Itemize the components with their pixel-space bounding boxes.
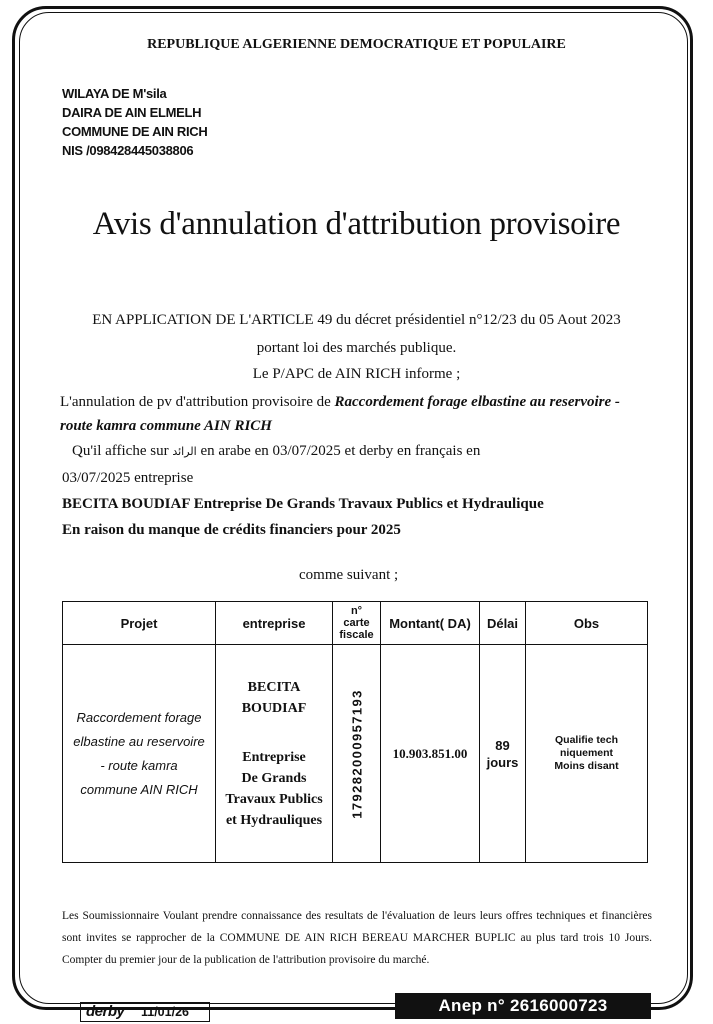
- cell-carte-fiscale: [333, 645, 381, 863]
- entreprise-line: Travaux Publics: [225, 791, 323, 807]
- delai-number: 89: [495, 737, 510, 753]
- daira-line: DAIRA DE AIN ELMELH: [62, 105, 202, 120]
- col-carte-fiscale: [333, 602, 381, 645]
- wilaya-line: WILAYA DE M'sila: [62, 86, 167, 101]
- derby-date: 11/01/26: [141, 1005, 189, 1019]
- company-desc: Entreprise De Grands Travaux Publics et Hydraulique: [189, 496, 544, 512]
- col-montant: Montant( DA): [381, 602, 480, 645]
- reason-line: En raison du manque de crédits financiers pour 2025: [62, 522, 401, 538]
- projet-line: Raccordement forage: [76, 709, 202, 725]
- col-entreprise: entreprise: [216, 602, 333, 645]
- annulation-line: [60, 394, 620, 411]
- comme-suivant: comme suivant ;: [299, 567, 399, 583]
- commune-line: COMMUNE DE AIN RICH: [62, 124, 208, 139]
- informs-line: Le P/APC de AIN RICH informe ;: [252, 366, 461, 382]
- footer-paragraph: Les Soumissionnaire Voulant prendre connaissance des resultats de l'évaluation de leurs leurs offres techniques et financières sont invites se rapprocher de la COMMUNE DE AIN RICH BEREAU MARCHER BUPLIC au plus tard trois 10 Jours. Compter du premier jour de la publication de l'attribution provisoire du marché.: [62, 910, 652, 966]
- col-delai: Délai: [480, 602, 526, 645]
- delai-unit: jours: [486, 754, 519, 770]
- company-name: BECITA BOUDIAF: [62, 496, 190, 512]
- cell-obs: [526, 645, 648, 863]
- entreprise-line: BECITA: [247, 679, 301, 695]
- carte-fiscale-number: 179282000957193: [349, 688, 364, 819]
- law-line: portant loi des marchés publique.: [256, 340, 457, 356]
- projet-line: elbastine au reservoire: [73, 733, 205, 749]
- nis-line: NIS /098428445038806: [62, 143, 194, 158]
- projet-line: - route kamra: [100, 757, 178, 773]
- project-name-part1: Raccordement forage elbastine au reservoire -: [334, 394, 620, 410]
- cell-entreprise: [216, 645, 333, 863]
- publication-mid: en arabe en 03/07/2025 et derby en français en: [196, 443, 481, 459]
- obs-line: Moins disant: [554, 760, 619, 772]
- company-line: [62, 496, 544, 513]
- annulation-prefix: L'annulation de pv d'attribution provisoire de: [60, 394, 335, 410]
- anep-number-badge: Anep n° 2616000723: [395, 993, 651, 1019]
- arabic-newspaper: الرائد: [172, 445, 197, 458]
- entreprise-line: Entreprise: [242, 749, 306, 765]
- derby-logo: derby: [86, 1003, 125, 1020]
- publication-prefix: Qu'il affiche sur: [72, 443, 173, 459]
- col-projet: Projet: [63, 602, 216, 645]
- cell-montant: 10.903.851.00: [381, 645, 480, 863]
- carte-n: n°: [350, 605, 363, 617]
- carte-label: carte fiscale: [339, 617, 374, 641]
- obs-line: niquement: [559, 747, 614, 759]
- notice-title: Avis d'annulation d'attribution provisoire: [92, 206, 621, 242]
- entreprise-line: De Grands: [241, 770, 307, 786]
- obs-line: Qualifie tech: [554, 734, 618, 746]
- projet-line: commune AIN RICH: [80, 781, 198, 797]
- date-line: 03/07/2025 entreprise: [62, 470, 194, 486]
- col-obs: Obs: [526, 602, 648, 645]
- cell-delai: [480, 645, 526, 863]
- award-table: [62, 601, 648, 863]
- cell-projet: [63, 645, 216, 863]
- article-line: EN APPLICATION DE L'ARTICLE 49 du décret présidentiel n°12/23 du 05 Aout 2023: [92, 312, 621, 328]
- table-row: [63, 645, 648, 863]
- publication-line: [72, 443, 480, 460]
- project-name-part2: route kamra commune AIN RICH: [60, 418, 272, 434]
- entreprise-line: et Hydrauliques: [225, 812, 323, 828]
- derby-stamp: [80, 1002, 210, 1022]
- entreprise-line: BOUDIAF: [241, 700, 307, 716]
- republic-heading: REPUBLIQUE ALGERIENNE DEMOCRATIQUE ET POPULAIRE: [147, 37, 566, 52]
- table-header-row: [63, 602, 648, 645]
